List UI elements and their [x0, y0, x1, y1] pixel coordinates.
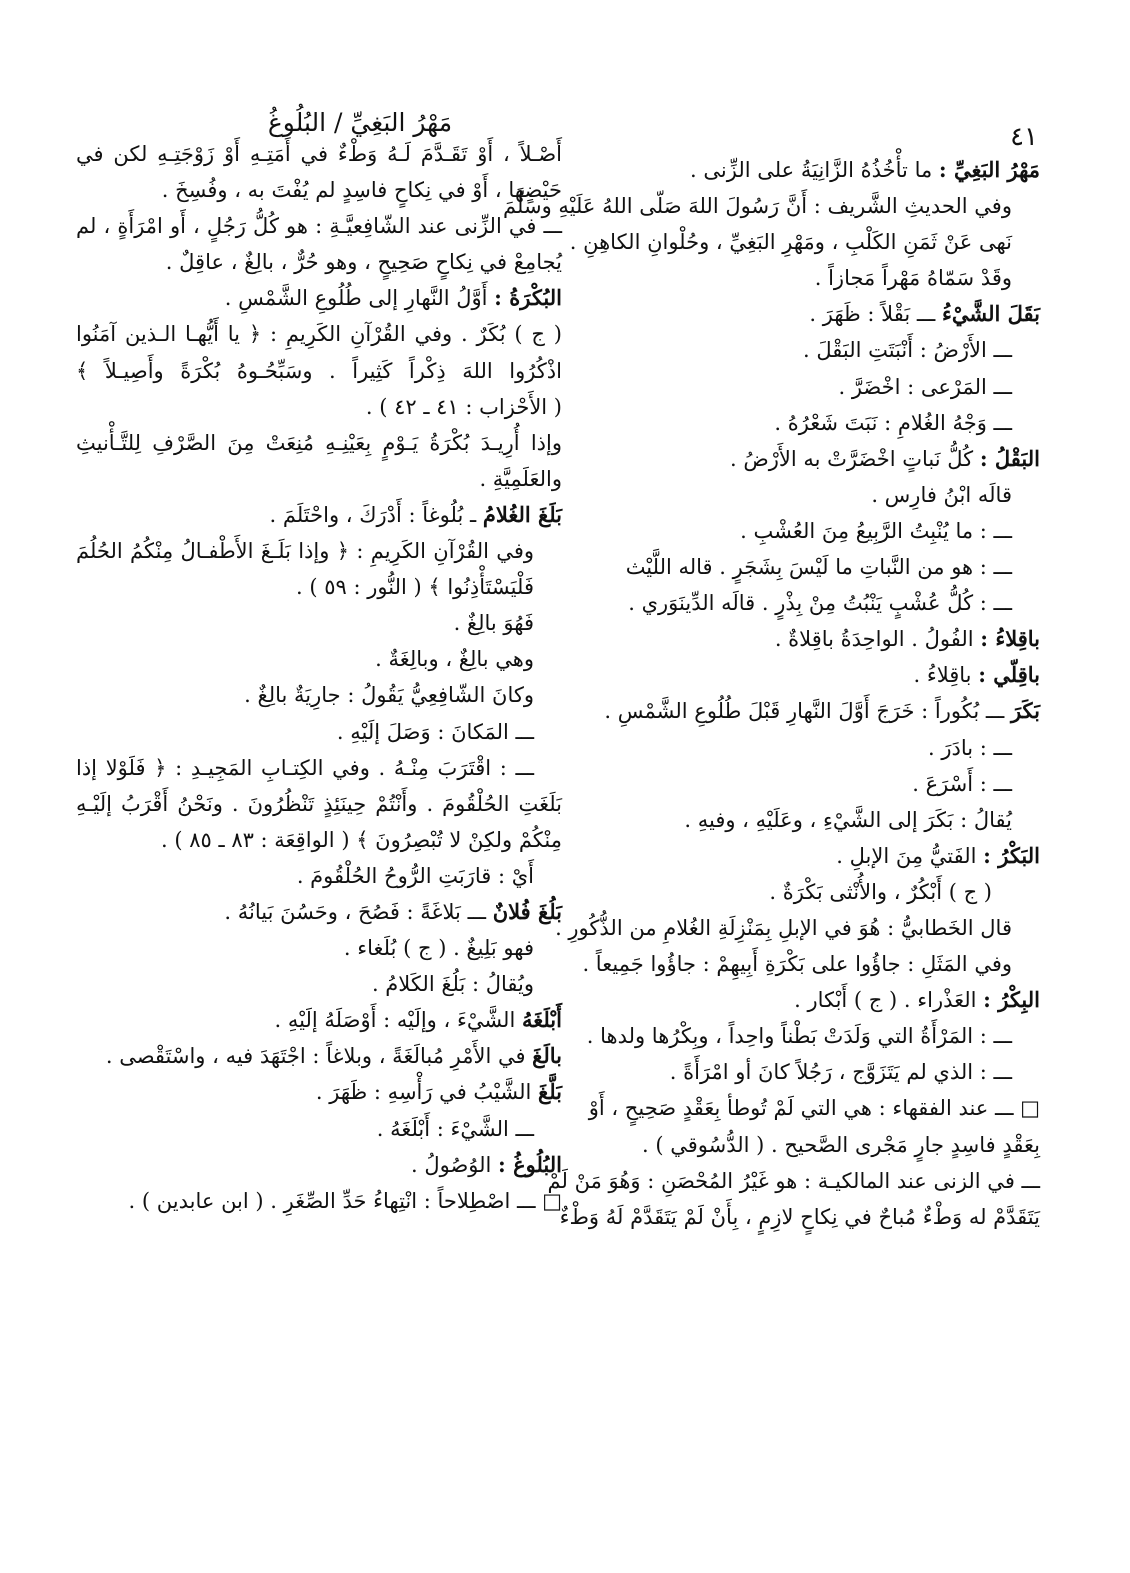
entry-line — [76, 461, 562, 497]
definition-text: ( ج ) أَبْكُرٌ ، والأُنْثى بَكْرَةٌ . — [769, 879, 992, 904]
headword: باقِلاءُ : — [980, 626, 1040, 652]
definition-text: □ ـــ اصْطِلاحاً : انْتِهاءُ حَدِّ الصِّغَرِ . ( ابن عابدين ) . — [128, 1188, 562, 1213]
entry-line — [503, 188, 1040, 224]
entry-line — [76, 244, 562, 280]
entry-line — [76, 497, 562, 533]
definition-text: ما تأْخُذُهُ الزَّانِيَةُ على الزِّنى . — [690, 158, 939, 182]
entry-line — [582, 946, 1040, 982]
entry-line — [76, 280, 562, 316]
entry-line — [76, 1183, 562, 1219]
entry-line — [76, 569, 562, 605]
headword: البَكْرُ : — [983, 842, 1040, 868]
entry-line — [586, 1018, 1040, 1054]
definition-text: ـــ المَكانَ : وَصَلَ إلَيْهِ . — [336, 719, 534, 744]
entry-line — [612, 657, 1040, 693]
entry-line — [76, 1147, 562, 1183]
entry-line — [612, 296, 1040, 332]
definition-text: كُلُّ نَباتٍ اخْضَرَّتْ به الأَرْضُ . — [730, 446, 980, 471]
definition-text: بِعَقْدٍ فاسِدٍ جارٍ مَجْرى الصَّحيح . ( الدُّسُوقي ) . — [642, 1132, 1040, 1157]
definition-text: ـــ بَلاغَةً : فَصُحَ ، وحَسُنَ بَيانُهُ . — [224, 899, 493, 924]
entry-line — [612, 549, 1040, 585]
entry-line — [76, 1074, 562, 1110]
definition-text: ـــ : الذي لم يَتَزَوَّج ، رَجُلاً كانَ أو امْرَأَةً . — [669, 1060, 1012, 1085]
definition-text: ـــ في الزِّنى عند الشّافِعيَّـةِ : هو كُلُّ رَجُلٍ ، أَو امْرَأَةٍ ، لم — [76, 214, 562, 239]
left-column — [76, 136, 562, 1219]
entry-line — [76, 966, 562, 1002]
definition-text: الفُولُ . الواحِدَةُ باقِلاةٌ . — [774, 627, 981, 652]
entry-line — [604, 693, 1040, 729]
entry-line — [76, 136, 562, 172]
running-header: مَهْرُ البَغِيِّ / البُلُوغُ — [267, 108, 453, 137]
headword: بَلَغَ الغُلامُ — [482, 501, 562, 527]
entry-line — [555, 910, 1040, 946]
entry-line — [612, 1054, 1040, 1090]
entry-line — [76, 1038, 562, 1074]
definition-text: ـــ الأَرْضُ : أَنْبَتَتِ البَقْلَ . — [803, 338, 1012, 363]
entry-line — [612, 621, 1040, 657]
definition-text: الشَّيْءَ ، وإلَيْه : أَوْصَلَهُ إلَيْهِ . — [274, 1008, 522, 1033]
definition-text: وإذا أُرِيـدَ بُكْرَةُ يَـوْمٍ بِعَيْنِـهِ مُنِعَتْ مِنَ الصَّرْفِ لِلتَّـأْنيثِ — [76, 430, 562, 455]
entry-line — [612, 152, 1040, 188]
entry-line — [612, 441, 1040, 477]
definition-text: اذْكُرُوا اللهَ ذِكْراً كَثِيراً . وسَبِّحُـوهُ بُكْرَةً وأَصِيـلاً ﴾ — [76, 358, 562, 383]
definition-text: وفي القُرْآنِ الكَرِيمِ : ﴿ وإذا بَلَـغَ الأَطْفـالُ مِنْكُمُ الحُلُمَ — [76, 539, 534, 564]
definition-text: ـــ : ما يُنْبِتُ الرَّبِيعُ مِنَ العُشْبِ . — [740, 518, 1012, 543]
definition-text: ـــ : المَرْأَةُ التي وَلَدَتْ بَطْناً واحِداً ، وبِكْرُها ولدها . — [586, 1024, 1012, 1049]
entry-line — [612, 405, 1040, 441]
definition-text: يُجامِعْ في نِكاحٍ صَحِيحٍ ، وهو حُرٌّ ، بالِغٌ ، عاقِلٌ . — [165, 250, 562, 275]
entry-line — [76, 894, 562, 930]
entry-line — [76, 822, 562, 858]
entry-line — [76, 316, 562, 352]
headword: البُلُوغُ : — [498, 1151, 562, 1177]
definition-text: الوُصُولُ . — [410, 1152, 499, 1177]
entry-line — [76, 425, 562, 461]
headword: البُكْرَةُ : — [494, 285, 562, 311]
entry-line — [612, 260, 1040, 296]
definition-text: أَيْ : قارَبَتِ الرُّوحُ الحُلْقُومَ . — [296, 863, 534, 888]
entry-line — [76, 353, 562, 389]
definition-text: بَلَغَتِ الحُلْقُومَ . وأَنْتُمْ حِينَئِذٍ تَنْظُرُونَ . ونَحْنُ أَقْرَبُ إلَيْـهِ — [76, 791, 562, 816]
headword: بَلَّغَ — [538, 1079, 562, 1105]
entry-line — [76, 208, 562, 244]
definition-text: فَلْيَسْتَأْذِنُوا ﴾ ( النُّور : ٥٩ ) . — [296, 575, 534, 600]
headword: بَقَلَ الشَّيْءُ — [941, 301, 1040, 327]
headword: أَبْلَغَهُ — [521, 1007, 562, 1033]
definition-text: حَيْضِها ، أَوْ في نِكاحٍ فاسِدٍ لم يُفْتَ به ، وفُسِخَ . — [161, 178, 562, 203]
definition-text: والعَلَمِيَّةِ . — [479, 466, 562, 491]
headword: البِكْرُ : — [983, 987, 1040, 1013]
definition-text: ـــ : أَسْرَعَ . — [912, 771, 1012, 796]
definition-text: باقِلاءُ . — [913, 663, 979, 688]
entry-line — [612, 369, 1040, 405]
entry-line — [76, 930, 562, 966]
entry-line — [612, 332, 1040, 368]
definition-text: وكانَ الشّافِعِيُّ يَقُولُ : جارِيَةٌ بالِغٌ . — [244, 683, 534, 708]
headword: مَهْرُ البَغِيِّ : — [938, 157, 1040, 182]
definition-text: قالَه ابْنُ فارِس . — [871, 482, 1012, 507]
entry-line — [612, 874, 1040, 910]
definition-text: ـــ بُكُوراً : خَرَجَ أَوَّلَ النَّهارِ قَبْلَ طُلُوعِ الشَّمْسِ . — [604, 699, 1011, 724]
definition-text: ( ج ) بُكَرٌ . وفي القُرْآنِ الكَرِيمِ : ﴿ يا أَيُّهـا الـذين آمَنُوا — [76, 322, 562, 347]
definition-text: ـــ : هو من النَّباتِ ما لَيْسَ بِشَجَرٍ . قاله اللَّيْث — [625, 555, 1012, 580]
definition-text: ـــ في الزنى عند المالكيـة : هو غَيْرُ المُحْصَنِ : وَهُوَ مَنْ لَمْ — [547, 1168, 1040, 1193]
definition-text: ـ بُلُوغاً : أَدْرَكَ ، واحْتَلَمَ . — [269, 502, 483, 527]
entry-line — [559, 1199, 1040, 1235]
entry-line — [612, 802, 1040, 838]
definition-text: وفي المَثَلِ : جاؤُوا على بَكْرَةِ أَبِيهِمْ : جاؤُوا جَمِيعاً . — [582, 952, 1012, 977]
page-number: ٤١ — [1010, 122, 1038, 152]
entry-line — [76, 858, 562, 894]
headword: باقِلّي : — [978, 662, 1040, 688]
definition-text: ـــ المَرْعى : اخْضَرَّ . — [838, 374, 1012, 399]
entry-line — [612, 585, 1040, 621]
headword: بَلُغَ فُلانٌ — [492, 898, 562, 924]
entry-line — [569, 224, 1040, 260]
definition-text: فهو بَلِيغٌ . ( ج ) بُلَغاء . — [343, 936, 534, 961]
definition-text: يُقالُ : بَكَرَ إلى الشَّيْءِ ، وعَلَيْهِ ، وفيهِ . — [684, 807, 1012, 832]
definition-text: ـــ بَقْلاً : ظَهَرَ . — [809, 302, 942, 327]
entry-line — [76, 677, 562, 713]
definition-text: ويُقالُ : بَلُغَ الكَلامُ . — [371, 972, 534, 997]
entry-line — [588, 1090, 1040, 1126]
entry-line — [612, 766, 1040, 802]
entry-line — [547, 1163, 1040, 1199]
entry-line — [76, 1002, 562, 1038]
definition-text: يَتَقَدَّمْ له وَطْءٌ مُباحٌ في نِكاحٍ لازِمٍ ، بِأَنْ لَمْ يَتَقَدَّمْ لَهُ وَطْءٌ — [559, 1204, 1040, 1229]
definition-text: فَهُوَ بالِغٌ . — [453, 611, 534, 636]
definition-text: ـــ : كُلُّ عُشْبٍ يَنْبُتُ مِنْ بِذْرٍ . قالَه الدِّينَوَري . — [628, 591, 1012, 616]
entry-line — [612, 513, 1040, 549]
entry-line — [76, 533, 562, 569]
definition-text: في الأَمْرِ مُبالَغَةً ، وبلاغاً : اجْتَهَدَ فيه ، واسْتَقْصى . — [105, 1044, 533, 1069]
entry-line — [612, 1127, 1040, 1163]
definition-text: ( الأَحْزاب : ٤١ ـ ٤٢ ) . — [365, 394, 562, 419]
definition-text: أَوَّلُ النَّهارِ إلى طُلُوعِ الشَّمْسِ . — [224, 286, 495, 311]
definition-text: وقَدْ سَمّاهُ مَهْراً مَجازاً . — [814, 266, 1012, 291]
headword: بَكَرَ — [1010, 698, 1040, 724]
definition-text: وفي الحديثِ الشَّريف : أَنَّ رَسُولَ اللهَ صَلّى اللهُ عَلَيْهِ وسَلَّمَ — [503, 194, 1012, 219]
definition-text: الفَتيُّ مِنَ الإبلِ . — [836, 843, 984, 868]
entry-line — [612, 982, 1040, 1018]
entry-line — [76, 641, 562, 677]
entry-line — [76, 714, 562, 750]
definition-text: وهي بالِغٌ ، وبالِغَةٌ . — [375, 647, 534, 672]
definition-text: ـــ الشَّيْءَ : أَبْلَغَهُ . — [376, 1116, 534, 1141]
definition-text: ـــ : اقْتَرَبَ مِنْـهُ . وفي الكِتـابِ المَجِيـدِ : ﴿ فَلَوْلا إذا — [76, 755, 534, 780]
definition-text: مِنْكُمْ ولكِنْ لا تُبْصِرُونَ ﴾ ( الواقِعَة : ٨٣ ـ ٨٥ ) . — [161, 827, 562, 852]
definition-text: ـــ وَجْهُ الغُلامِ : نَبَتَ شَعْرُهُ . — [774, 410, 1012, 435]
definition-text: ـــ : بادَرَ . — [928, 735, 1012, 760]
entry-line — [612, 730, 1040, 766]
entry-line — [76, 605, 562, 641]
definition-text: قال الخَطابيُّ : هُوَ في الإبلِ بِمَنْزِلَةِ الغُلامِ من الذُّكُورِ . — [555, 915, 1012, 940]
entry-line — [612, 838, 1040, 874]
definition-text: الشَّيْبُ في رَأْسِهِ : ظَهَرَ . — [315, 1080, 539, 1105]
entry-line — [76, 786, 562, 822]
headword: بالَغَ — [532, 1043, 562, 1069]
headword: البَقْلُ : — [979, 445, 1040, 471]
entry-line — [612, 477, 1040, 513]
entry-line — [76, 389, 562, 425]
definition-text: نَهى عَنْ ثَمَنِ الكَلْبِ ، ومَهْرِ البَغِيِّ ، وحُلْوانِ الكاهِنِ . — [569, 230, 1012, 255]
entry-line — [76, 1111, 562, 1147]
definition-text: □ ـــ عند الفقهاء : هي التي لَمْ تُوطأ بِعَقْدٍ صَحِيحٍ ، أَوْ — [588, 1096, 1040, 1121]
definition-text: أَصْـلاً ، أَوْ تَقَـدَّمَ لَـهُ وَطْءٌ في أَمَتِـهِ أَوْ زَوْجَتِـهِ لكن في — [76, 142, 562, 166]
definition-text: العَذْراء . ( ج ) أَبْكار . — [794, 988, 984, 1013]
entry-line — [76, 750, 562, 786]
entry-line — [76, 172, 562, 208]
